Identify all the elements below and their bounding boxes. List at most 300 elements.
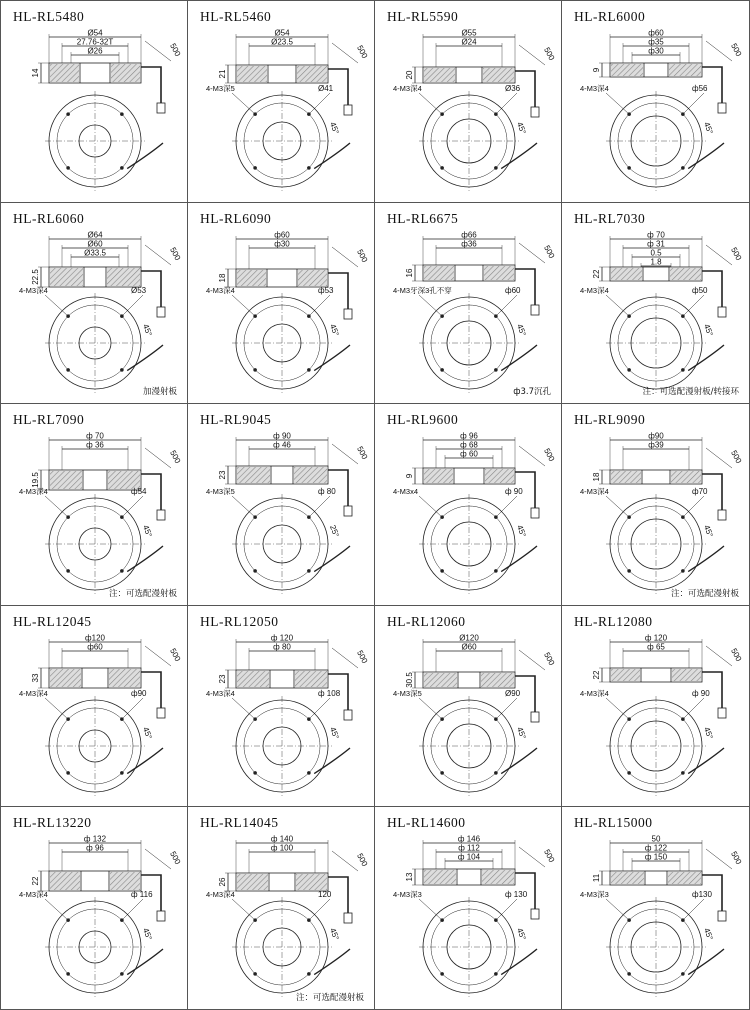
dimension-label: Ø60 xyxy=(461,642,477,652)
mounting-hole-label: 4-M3深3 xyxy=(580,890,609,900)
mounting-hole xyxy=(681,112,685,116)
technical-drawing xyxy=(375,606,562,807)
dimension-label: ф30 xyxy=(648,46,664,56)
leader-line xyxy=(496,295,517,316)
dimension-label: Ø64 xyxy=(87,230,103,240)
mounting-hole xyxy=(681,166,685,170)
pitch-diameter-label: ф50 xyxy=(692,285,708,295)
section-hatch-right xyxy=(297,66,327,82)
connector xyxy=(344,105,352,115)
pitch-diameter-label: ф 130 xyxy=(505,890,528,900)
dimension-label: ф90 xyxy=(648,431,664,441)
dimension-label: ф120 xyxy=(85,633,105,643)
height-label: 22.5 xyxy=(31,268,40,285)
angle-label: 45° xyxy=(515,120,528,136)
height-label: 18 xyxy=(218,273,227,283)
dimension-label: ф 70 xyxy=(86,431,104,441)
dimension-label: 27.76-32T xyxy=(76,37,114,47)
pitch-diameter-label: ф130 xyxy=(692,890,712,900)
mounting-hole-label: 4-M3牙深3孔不穿 xyxy=(393,285,452,295)
dimension-label: ф 120 xyxy=(644,633,668,643)
mounting-hole xyxy=(253,368,257,372)
mounting-hole-label: 4-M3深4 xyxy=(580,688,609,698)
drawing-cell xyxy=(375,203,562,405)
cable-length-label: 500 xyxy=(542,45,557,62)
leader-line xyxy=(122,899,143,920)
model-number: HL-RL7090 xyxy=(13,412,85,428)
mounting-hole xyxy=(307,972,311,976)
height-label: 23 xyxy=(218,674,227,684)
mounting-hole xyxy=(120,569,124,573)
mounting-hole xyxy=(494,112,498,116)
connector xyxy=(718,307,726,317)
section-hatch-left xyxy=(424,469,453,483)
mounting-hole-label: 4-M3深5 xyxy=(206,84,235,93)
mounting-hole-label: 4-M3深4 xyxy=(580,285,609,295)
mounting-hole xyxy=(120,516,124,520)
connector xyxy=(344,710,352,720)
mounting-hole xyxy=(66,516,70,520)
mounting-hole xyxy=(307,314,311,318)
connector xyxy=(344,506,352,516)
cable-length-label: 500 xyxy=(729,850,744,867)
technical-drawing xyxy=(1,404,188,605)
drawing-note: 加漫射板 xyxy=(142,387,177,398)
leader-line xyxy=(232,899,255,920)
section-hatch-left xyxy=(611,471,641,483)
cable-dimension-line xyxy=(706,448,732,468)
drawing-cell xyxy=(562,1,749,203)
mounting-hole xyxy=(307,717,311,721)
mounting-hole xyxy=(440,972,444,976)
model-number: HL-RL12080 xyxy=(574,613,653,629)
leader-line xyxy=(683,496,704,517)
leader-line xyxy=(683,93,704,114)
cable-length-label: 500 xyxy=(168,646,183,663)
mounting-hole xyxy=(120,314,124,318)
section-hatch-right xyxy=(111,64,140,82)
leader-line xyxy=(309,899,330,920)
drawing-note: 注：可选配漫射板 xyxy=(108,588,177,599)
dimension-label: ф36 xyxy=(461,239,477,249)
pitch-diameter-label: ф53 xyxy=(318,285,334,295)
connector xyxy=(157,103,165,113)
mounting-hole xyxy=(66,771,70,775)
mounting-hole xyxy=(66,919,70,923)
section-hatch-right xyxy=(671,471,701,483)
mounting-hole xyxy=(494,717,498,721)
height-label: 18 xyxy=(592,472,601,482)
dimension-label: 0.5 xyxy=(650,248,662,258)
mounting-hole xyxy=(681,919,685,923)
mounting-hole-label: 4-M3深4 xyxy=(580,84,609,93)
connector xyxy=(718,911,726,921)
model-number: HL-RL9090 xyxy=(574,412,646,428)
model-number: HL-RL12045 xyxy=(13,613,92,629)
connector xyxy=(531,508,539,518)
mounting-hole-label: 4-M3深5 xyxy=(206,487,235,497)
section-hatch-right xyxy=(481,673,514,687)
dimension-label: ф 122 xyxy=(644,843,668,853)
technical-drawing xyxy=(562,1,749,202)
cable-length-label: 500 xyxy=(729,449,744,466)
drawing-note: 注：可选配漫射板 xyxy=(295,993,364,1003)
mounting-hole xyxy=(66,717,70,721)
drawing-cell xyxy=(375,404,562,606)
mounting-hole xyxy=(120,112,124,116)
leader-line xyxy=(309,496,330,517)
pitch-diameter-label: ф60 xyxy=(505,285,521,295)
dimension-label: ф 96 xyxy=(460,431,478,441)
dimension-label: ф 65 xyxy=(647,642,665,652)
dimension-label: ф 46 xyxy=(273,440,291,450)
height-label: 22 xyxy=(592,670,601,680)
mounting-hole xyxy=(681,717,685,721)
angle-label: 45° xyxy=(328,120,341,136)
cable-dimension-line xyxy=(145,245,171,265)
drawing-cell xyxy=(188,807,375,1009)
cable-length-label: 500 xyxy=(355,445,370,462)
mounting-hole xyxy=(120,919,124,923)
pitch-diameter-label: ф 90 xyxy=(692,688,710,698)
mounting-hole xyxy=(66,569,70,573)
mounting-hole xyxy=(120,368,124,372)
connector xyxy=(531,712,539,722)
cable-dimension-line xyxy=(706,41,732,61)
technical-drawing xyxy=(1,606,188,807)
leader-line xyxy=(606,295,629,316)
dimension-label: ф 140 xyxy=(270,834,294,844)
model-number: HL-RL6060 xyxy=(13,210,85,226)
drawing-cell xyxy=(188,1,375,203)
angle-label: 45° xyxy=(702,725,715,741)
mounting-hole xyxy=(627,314,631,318)
connector xyxy=(157,911,165,921)
pitch-diameter-label: ф 80 xyxy=(318,487,336,497)
cable-dimension-line xyxy=(519,847,545,867)
section-hatch-right xyxy=(483,68,514,82)
mounting-hole xyxy=(494,516,498,520)
section-hatch-left xyxy=(50,669,81,687)
dimension-label: ф60 xyxy=(274,230,290,240)
mounting-hole xyxy=(627,516,631,520)
pitch-diameter-label: Ø53 xyxy=(131,285,147,295)
cable-dimension-line xyxy=(519,650,545,670)
angle-label: 45° xyxy=(515,524,528,539)
cable-dimension-line xyxy=(332,444,358,464)
cable-dimension-line xyxy=(332,851,358,871)
section-hatch-right xyxy=(668,872,701,884)
mounting-hole xyxy=(681,368,685,372)
technical-drawing xyxy=(562,203,749,404)
cable-length-label: 500 xyxy=(729,245,744,262)
section-hatch-right xyxy=(298,270,327,286)
technical-drawing xyxy=(562,404,749,605)
mounting-hole xyxy=(253,112,257,116)
section-hatch-left xyxy=(50,64,79,82)
leader-line xyxy=(496,899,517,920)
mounting-hole-label: 4-M3深4 xyxy=(206,285,235,295)
leader-line xyxy=(122,295,143,316)
section-hatch-right xyxy=(485,469,514,483)
section-hatch-right xyxy=(107,268,140,286)
pitch-diameter-label: ф56 xyxy=(692,84,708,93)
connector xyxy=(344,913,352,923)
mounting-hole xyxy=(253,919,257,923)
cable-length-label: 500 xyxy=(168,850,183,867)
cable-dimension-line xyxy=(706,646,732,666)
mounting-hole xyxy=(627,717,631,721)
mounting-hole xyxy=(307,368,311,372)
leader-line xyxy=(496,496,517,517)
height-label: 23 xyxy=(218,470,227,480)
leader-line xyxy=(683,295,704,316)
mounting-hole-label: 4-M3x4 xyxy=(393,487,419,497)
dimension-label: ф 90 xyxy=(273,431,291,441)
drawing-cell xyxy=(562,606,749,808)
dimension-label: Ø24 xyxy=(461,37,477,47)
mounting-hole-label: 4-M3深4 xyxy=(19,285,48,295)
cable-dimension-line xyxy=(332,247,358,267)
section-hatch-left xyxy=(237,66,267,82)
mounting-hole-label: 4-M3深4 xyxy=(19,890,48,900)
drawing-cell xyxy=(1,1,188,203)
technical-drawing xyxy=(188,1,375,202)
technical-drawing xyxy=(188,203,375,404)
section-hatch-left xyxy=(424,266,454,280)
drawing-cell xyxy=(562,203,749,405)
mounting-hole xyxy=(66,368,70,372)
mounting-hole-label: 4-M3深3 xyxy=(393,890,422,900)
model-number: HL-RL14045 xyxy=(200,815,279,831)
connector xyxy=(718,510,726,520)
cable-dimension-line xyxy=(145,646,171,666)
drawing-cell xyxy=(1,404,188,606)
leader-line xyxy=(496,93,517,114)
pitch-diameter-label: ф 108 xyxy=(318,688,341,698)
section-hatch-left xyxy=(237,270,266,286)
mounting-hole xyxy=(681,516,685,520)
height-label: 26 xyxy=(218,877,227,887)
mounting-hole xyxy=(440,919,444,923)
section-hatch-left xyxy=(50,268,83,286)
drawing-cell xyxy=(188,203,375,405)
section-hatch-right xyxy=(670,268,701,280)
mounting-hole-label: 4-M3深4 xyxy=(580,487,609,497)
mounting-hole-label: 4-M3深4 xyxy=(206,688,235,698)
drawing-cell xyxy=(375,1,562,203)
mounting-hole xyxy=(307,919,311,923)
connector xyxy=(531,107,539,117)
cable-dimension-line xyxy=(145,41,171,61)
drawing-cell xyxy=(188,404,375,606)
angle-label: 45° xyxy=(141,927,154,942)
model-number: HL-RL9045 xyxy=(200,412,272,428)
mounting-hole xyxy=(253,972,257,976)
mounting-hole xyxy=(681,771,685,775)
mounting-hole xyxy=(627,166,631,170)
height-label: 9 xyxy=(405,473,414,479)
mounting-hole xyxy=(120,972,124,976)
mounting-hole xyxy=(681,569,685,573)
leader-line xyxy=(45,899,68,920)
dimension-label: ф 150 xyxy=(644,852,668,862)
angle-label: 45° xyxy=(328,725,341,741)
section-hatch-left xyxy=(237,467,270,483)
cable-dimension-line xyxy=(332,43,358,63)
cable-dimension-line xyxy=(145,448,171,468)
mounting-hole xyxy=(627,569,631,573)
pitch-diameter-label: Ø36 xyxy=(505,84,521,93)
pitch-diameter-label: ф90 xyxy=(131,688,147,698)
drawing-cell xyxy=(562,404,749,606)
mounting-hole xyxy=(627,771,631,775)
leader-line xyxy=(683,899,704,920)
angle-label: 45° xyxy=(141,725,154,741)
angle-label: 45° xyxy=(515,322,528,337)
mounting-hole xyxy=(307,569,311,573)
angle-label: 45° xyxy=(141,322,154,337)
technical-drawing xyxy=(375,203,562,404)
cable-length-label: 500 xyxy=(355,43,370,60)
leader-line xyxy=(606,496,629,517)
drawing-cell xyxy=(375,606,562,808)
mounting-hole xyxy=(440,717,444,721)
model-number: HL-RL6000 xyxy=(574,9,646,24)
section-hatch-left xyxy=(611,872,644,884)
technical-drawing xyxy=(375,807,562,1008)
cable-dimension-line xyxy=(519,446,545,466)
mounting-hole xyxy=(494,314,498,318)
mounting-hole xyxy=(440,166,444,170)
mounting-hole xyxy=(494,569,498,573)
leader-line xyxy=(309,93,330,114)
dimension-label: ф60 xyxy=(648,28,664,38)
cable-length-label: 500 xyxy=(729,646,744,663)
technical-drawing xyxy=(375,1,562,202)
mounting-hole xyxy=(120,166,124,170)
mounting-hole xyxy=(253,717,257,721)
angle-label: 45° xyxy=(328,927,341,942)
height-label: 21 xyxy=(218,69,227,79)
connector xyxy=(157,307,165,317)
dimension-label: ф 36 xyxy=(86,440,104,450)
mounting-hole xyxy=(440,771,444,775)
angle-label: 45° xyxy=(141,524,154,539)
cable-length-label: 500 xyxy=(729,41,744,58)
dimension-label: ф66 xyxy=(461,230,477,240)
leader-line xyxy=(232,496,255,517)
leader-line xyxy=(232,698,255,719)
mounting-hole xyxy=(307,771,311,775)
angle-label: 45° xyxy=(702,120,715,136)
leader-line xyxy=(45,698,68,719)
leader-line xyxy=(419,93,442,114)
model-number: HL-RL13220 xyxy=(13,815,92,831)
angle-label: 45° xyxy=(328,322,341,337)
model-number: HL-RL7030 xyxy=(574,210,646,226)
height-label: 30.5 xyxy=(405,672,414,688)
technical-drawing xyxy=(562,807,749,1008)
technical-drawing xyxy=(188,606,375,807)
section-hatch-left xyxy=(237,874,268,890)
mounting-hole-label: 4-M3深4 xyxy=(19,487,48,497)
pitch-diameter-label: ф 116 xyxy=(131,890,153,900)
dimension-label: ф35 xyxy=(648,37,664,47)
leader-line xyxy=(122,496,143,517)
section-hatch-right xyxy=(295,671,327,687)
mounting-hole xyxy=(440,569,444,573)
drawing-note: 注：可选配漫射板/转接环 xyxy=(642,387,739,398)
leader-line xyxy=(606,698,629,719)
drawing-cell xyxy=(1,606,188,808)
model-number: HL-RL5480 xyxy=(13,9,85,24)
mounting-hole xyxy=(66,112,70,116)
dimension-label: ф 31 xyxy=(647,239,665,249)
dimension-label: ф 68 xyxy=(460,440,478,450)
leader-line xyxy=(606,93,629,114)
dimension-label: ф 80 xyxy=(273,642,291,652)
model-number: HL-RL6090 xyxy=(200,210,272,226)
model-number: HL-RL12050 xyxy=(200,613,279,629)
mounting-hole xyxy=(681,314,685,318)
model-number: HL-RL12060 xyxy=(387,613,466,629)
height-label: 20 xyxy=(405,70,414,80)
mounting-hole xyxy=(120,771,124,775)
model-number: HL-RL5460 xyxy=(200,9,272,24)
leader-line xyxy=(45,295,68,316)
section-hatch-left xyxy=(611,669,640,681)
mounting-hole xyxy=(253,771,257,775)
dimension-label: Ø26 xyxy=(87,46,103,56)
dimension-label: Ø120 xyxy=(459,633,479,643)
leader-line xyxy=(419,295,442,316)
leader-line xyxy=(309,698,330,719)
technical-drawing xyxy=(1,203,188,404)
mounting-hole xyxy=(494,972,498,976)
height-label: 13 xyxy=(405,872,414,882)
height-label: 22 xyxy=(31,876,40,886)
drawing-cell xyxy=(188,606,375,808)
pitch-diameter-label: 120 xyxy=(318,890,332,900)
model-number: HL-RL15000 xyxy=(574,815,653,831)
dimension-label: ф 96 xyxy=(86,843,104,853)
mounting-hole xyxy=(440,368,444,372)
section-hatch-right xyxy=(109,669,140,687)
leader-line xyxy=(309,295,330,316)
cable-length-label: 500 xyxy=(355,247,370,264)
section-hatch-left xyxy=(50,872,80,890)
model-number: HL-RL9600 xyxy=(387,412,459,428)
technical-drawing xyxy=(188,807,375,1008)
leader-line xyxy=(606,899,629,920)
section-hatch-left xyxy=(424,870,456,884)
dimension-label: ф60 xyxy=(87,642,103,652)
mounting-hole xyxy=(494,368,498,372)
connector xyxy=(531,909,539,919)
section-hatch-right xyxy=(669,64,701,76)
dimension-label: ф 104 xyxy=(457,852,481,862)
cable-length-label: 500 xyxy=(355,852,370,869)
dimension-label: ф 60 xyxy=(460,449,478,459)
dimension-label: Ø54 xyxy=(87,28,103,38)
angle-label: 45° xyxy=(515,725,528,741)
section-hatch-right xyxy=(482,870,514,884)
mounting-hole xyxy=(66,972,70,976)
mounting-hole-label: 4-M3深4 xyxy=(206,890,235,900)
cable-dimension-line xyxy=(145,849,171,869)
connector xyxy=(531,305,539,315)
